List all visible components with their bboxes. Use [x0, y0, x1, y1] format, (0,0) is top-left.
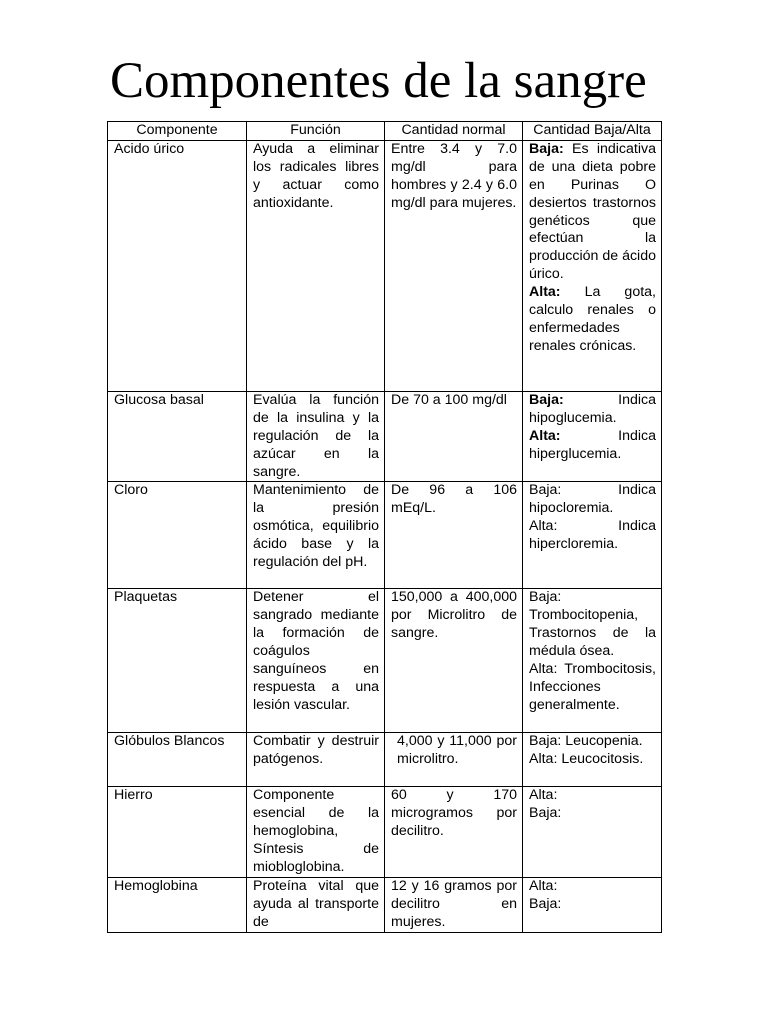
baja-text: Indica hipoglucemia. — [529, 391, 656, 426]
alta-line: Alta: — [529, 877, 558, 894]
table-row — [108, 482, 662, 589]
cell-funcion: Ayuda a eliminar los radicales libres y actuar como antioxidante. — [247, 140, 385, 391]
header-componente: Componente — [108, 122, 247, 141]
page-title: Componentes de la sangre — [110, 53, 647, 109]
cell-cantidad-normal: 12 y 16 gramos por decilitro en mujeres. — [385, 877, 523, 932]
table-row — [108, 787, 662, 878]
alta-line — [529, 428, 656, 464]
baja-line — [529, 392, 656, 428]
baja-line: Baja: — [529, 805, 562, 822]
cell-cantidad-baja-alta — [523, 482, 662, 589]
alta-line: Alta: Leucocitosis. — [529, 751, 644, 768]
baja-line: Baja: Leucopenia. — [529, 733, 643, 750]
baja-label: Baja: — [529, 140, 564, 157]
cell-funcion: Combatir y destruir patógenos. — [247, 733, 385, 787]
cell-cantidad-baja-alta — [523, 140, 662, 391]
cell-cantidad-normal: De 96 a 106 mEq/L. — [385, 482, 523, 589]
cell-componente: Cloro — [108, 482, 247, 589]
blood-components-table — [107, 121, 662, 933]
alta-text: Indica hiperglucemia. — [529, 427, 656, 462]
cell-componente: Glóbulos Blancos — [108, 733, 247, 787]
alta-text: La gota, calculo renales o enfermedades renales crónicas. — [529, 284, 656, 354]
cell-cantidad-normal: De 70 a 100 mg/dl — [385, 391, 523, 482]
alta-label: Alta: — [529, 427, 561, 444]
table-header-row — [108, 122, 662, 141]
cell-cantidad-normal: Entre 3.4 y 7.0 mg/dl para hombres y 2.4 y 6.0 mg/dl para mujeres. — [385, 140, 523, 391]
baja-text: Es indicativa de una dieta pobre en Purinas O desiertos trastornos genéticos que efectúan la producción de ácido úrico. — [529, 140, 656, 283]
alta-line — [529, 284, 656, 356]
cell-componente: Hemoglobina — [108, 877, 247, 932]
table-row — [108, 589, 662, 733]
alta-line: Alta: — [529, 787, 558, 804]
cell-cantidad-baja-alta — [523, 877, 662, 932]
cell-cantidad-normal: 60 y 170 microgramos por decilitro. — [385, 787, 523, 878]
cell-cantidad-baja-alta — [523, 589, 662, 733]
cell-cantidad-normal: 4,000 y 11,000 por microlitro. — [385, 733, 523, 787]
table-row — [108, 140, 662, 391]
table-row — [108, 391, 662, 482]
cell-funcion: Mantenimiento de la presión osmótica, equilibrio ácido base y la regulación del pH. — [247, 482, 385, 589]
baja-line: Baja: Indica hipocloremia. — [529, 482, 656, 517]
alta-line: Alta: Trombocitosis, Infecciones generalmente. — [529, 661, 656, 713]
baja-line: Baja: — [529, 895, 562, 912]
baja-label: Baja: — [529, 391, 564, 408]
cell-cantidad-baja-alta — [523, 787, 662, 878]
cell-componente: Hierro — [108, 787, 247, 878]
cell-funcion: Evalúa la función de la insulina y la regulación de la azúcar en la sangre. — [247, 391, 385, 482]
cell-componente: Acido úrico — [108, 140, 247, 391]
header-cantidad-normal: Cantidad normal — [385, 122, 523, 141]
cell-cantidad-normal: 150,000 a 400,000 por Microlitro de sangre. — [385, 589, 523, 733]
cell-componente: Plaquetas — [108, 589, 247, 733]
cell-cantidad-baja-alta — [523, 391, 662, 482]
cell-componente: Glucosa basal — [108, 391, 247, 482]
alta-label: Alta: — [529, 284, 561, 301]
alta-line: Alta: Indica hipercloremia. — [529, 518, 656, 553]
cell-funcion: Proteína vital que ayuda al transporte de — [247, 877, 385, 932]
table-row — [108, 733, 662, 787]
cell-funcion: Detener el sangrado mediante la formación de coágulos sanguíneos en respuesta a una lesión vascular. — [247, 589, 385, 733]
cell-funcion: Componente esencial de la hemoglobina, Síntesis de miobloglobina. — [247, 787, 385, 878]
baja-line: Baja: Trombocitopenia, Trastornos de la médula ósea. — [529, 589, 656, 660]
header-cantidad-baja-alta: Cantidad Baja/Alta — [523, 122, 662, 141]
table-row — [108, 877, 662, 932]
header-funcion: Función — [247, 122, 385, 141]
baja-line — [529, 141, 656, 284]
cell-cantidad-baja-alta — [523, 733, 662, 787]
